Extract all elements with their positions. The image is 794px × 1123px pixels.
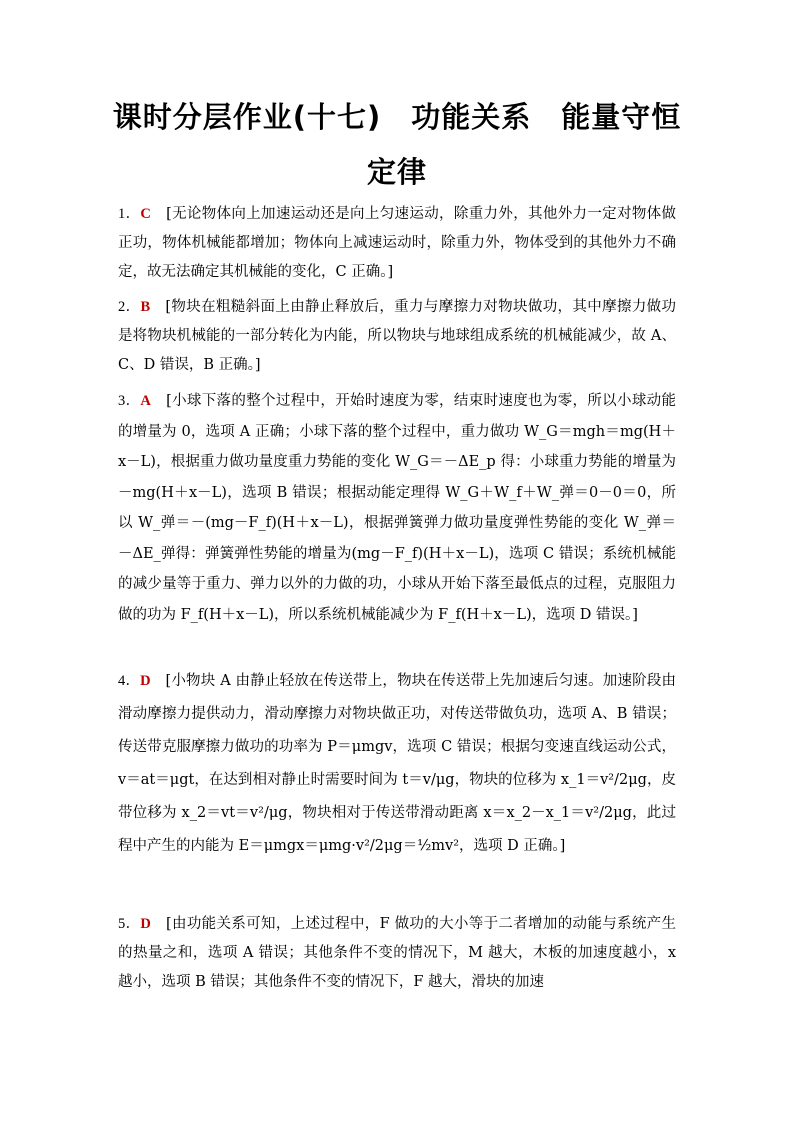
explanation: [小物块 A 由静止轻放在传送带上，物块在传送带上先加速后匀速。加速阶段由滑动摩擦力提供动力，滑动摩擦力对物块做正功，对传送带做负功，选项 A、B 错误；传送带克服摩擦力做功的功率为 P＝μmgv，选项 C 错误；根据匀变速直线运动公式，v＝at＝μgt，在达到相对静止时需要时间为 t＝v/μg，物块的位移为 x_1＝v²/2μg，皮带位移为 x_2＝vt＝v²/μg，物块相对于传送带滑动距离 x＝x_2－x_1＝v²/2μg，此过程中产生的内能为 E＝μmgx＝μmg·v²/2μg＝½mv²，选项 D 正确。] xyxy=(118,673,677,854)
answer-letter: B xyxy=(140,299,151,315)
item-number: 2． xyxy=(118,299,141,315)
answer-letter: D xyxy=(140,916,151,932)
answer-item-1 xyxy=(118,200,676,287)
answer-item-4 xyxy=(118,665,676,863)
item-number: 3． xyxy=(118,393,141,409)
explanation: [小球下落的整个过程中，开始时速度为零，结束时速度也为零，所以小球动能的增量为 0，选项 A 正确；小球下落的整个过程中，重力做功 W_G＝mgh＝mg(H＋x－L)，根据重力做功量度重力势能的变化 W_G＝－ΔE_p 得：小球重力势能的增量为－mg(H＋x－L)，选项 B 错误；根据动能定理得 W_G＋W_f＋W_弹＝0－0＝0，所以 W_弹＝－(mg－F_f)(H＋x－L)，根据弹簧弹力做功量度弹性势能的变化 W_弹＝－ΔE_弹得：弹簧弹性势能的增量为(mg－F_f)(H＋x－L)，选项 C 错误；系统机械能的减少量等于重力、弹力以外的力做的功，小球从开始下落至最低点的过程，克服阻力做的功为 F_f(H＋x－L)，所以系统机械能减少为 F_f(H＋x－L)，选项 D 错误。] xyxy=(118,393,677,623)
page-title: 课时分层作业(十七) 功能关系 能量守恒 xyxy=(112,100,682,134)
answer-item-5 xyxy=(118,910,676,997)
explanation: [物块在粗糙斜面上由静止释放后，重力与摩擦力对物块做功，其中摩擦力做功是将物块机械能的一部分转化为内能，所以物块与地球组成系统的机械能减少，故 A、C、D 错误，B 正确。] xyxy=(118,299,677,373)
explanation: [无论物体向上加速运动还是向上匀速运动，除重力外，其他外力一定对物体做正功，物体机械能都增加；物体向上减速运动时，除重力外，物体受到的其他外力不确定，故无法确定其机械能的变化，C 正确。] xyxy=(118,206,677,280)
answer-item-2 xyxy=(118,293,676,380)
answer-letter: D xyxy=(140,673,151,689)
page-title-continued: 定律 xyxy=(366,155,427,189)
answer-letter: A xyxy=(140,393,151,409)
answer-item-3 xyxy=(118,386,676,630)
item-number: 4． xyxy=(118,673,141,689)
explanation: [由功能关系可知，上述过程中，F 做功的大小等于二者增加的动能与系统产生的热量之和，选项 A 错误；其他条件不变的情况下，M 越大，木板的加速度越小，x 越小，选项 B 错误；其他条件不变的情况下，F 越大，滑块的加速 xyxy=(118,916,676,990)
item-number: 1． xyxy=(118,206,141,222)
answer-letter: C xyxy=(140,206,151,222)
item-number: 5． xyxy=(118,916,141,932)
